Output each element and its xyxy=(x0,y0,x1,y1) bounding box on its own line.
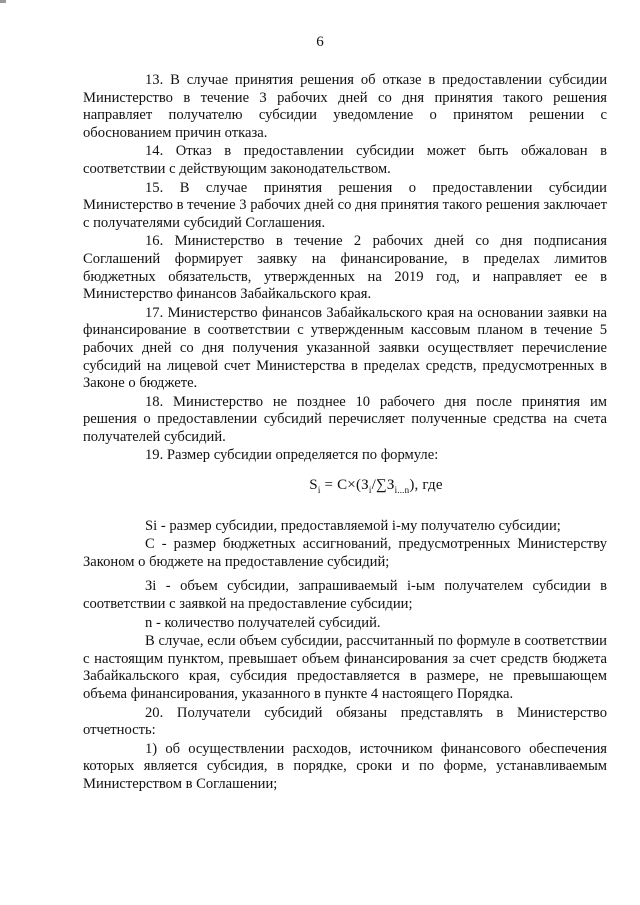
subsidy-formula xyxy=(145,477,607,500)
paragraph-20: 20. Получатели субсидий обязаны представлять в Министерство отчетность: xyxy=(83,704,607,739)
formula-eq: = C×(З xyxy=(320,477,369,494)
document-body xyxy=(83,72,607,795)
paragraph-14: 14. Отказ в предоставлении субсидии может быть обжалован в соответствии с действующим законодательством. xyxy=(83,143,607,177)
formula-sum-subscript: i...n xyxy=(394,485,410,496)
paragraph-19: 19. Размер субсидии определяется по формуле: xyxy=(145,447,439,464)
formula-z-subscript: i xyxy=(368,485,372,496)
definition-n: n - количество получателей субсидий. xyxy=(145,614,381,631)
formula-sum: /∑З xyxy=(371,477,395,494)
formula-lhs: S xyxy=(309,477,318,494)
formula-lhs-subscript: i xyxy=(317,485,321,496)
paragraph-excess: В случае, если объем субсидии, рассчитанный по формуле в соответствии с настоящим пунктом, превышает объем финансирования за счет средств бюджета Забайкальского края, субсидия предоставляется в размере, не превышающем объема финансирования, указанного в пункте 4 настоящего Порядка. xyxy=(83,633,607,702)
formula-tail: ), где xyxy=(409,477,443,494)
paragraph-20-1: 1) об осуществлении расходов, источником финансового обеспечения которых является субсидия, в порядке, сроки и по форме, устанавливаемым Министерством в Соглашении; xyxy=(83,740,607,792)
paragraph-17: 17. Министерство финансов Забайкальского края на основании заявки на финансирование в соответствии с утвержденным кассовым планом в течение 5 рабочих дней со дня получения указанной заявки осуществляет перечисление субсидий на лицевой счет Министерства в пределах средств, предусмотренных в Законе о бюджете. xyxy=(83,304,607,392)
paragraph-13: 13. В случае принятия решения об отказе в предоставлении субсидии Министерство в течение 3 рабочих дней со дня принятия такого решения направляет получателю субсидии уведомление о принятом решении с обоснованием причин отказа. xyxy=(83,72,607,141)
paragraph-18: 18. Министерство не позднее 10 рабочего дня после принятия им решения о предоставлении субсидий перечисляет полученные средства на счета получателей субсидий. xyxy=(83,393,607,445)
definition-si: Si - размер субсидии, предоставляемой i-му получателю субсидии; xyxy=(145,517,561,534)
paragraph-16: 16. Министерство в течение 2 рабочих дней со дня подписания Соглашений формирует заявку на финансирование, в пределах лимитов бюджетных обязательств, утвержденных на 2019 год, и направляет ее в Министерство финансов Забайкальского края. xyxy=(83,233,607,303)
paragraph-15: 15. В случае принятия решения о предоставлении субсидии Министерство в течение 3 рабочих дней со дня принятия такого решения заключает с получателями субсидий Соглашения. xyxy=(83,179,607,231)
definition-c: С - размер бюджетных ассигнований, предусмотренных Министерству Законом о бюджете на предоставление субсидий; xyxy=(83,536,607,570)
definition-zi: Зi - объем субсидии, запрашиваемый i-ым получателем субсидии в соответствии с заявкой на предоставление субсидии; xyxy=(83,578,607,613)
page-number: 6 xyxy=(316,34,324,50)
scan-artifact xyxy=(0,0,6,3)
